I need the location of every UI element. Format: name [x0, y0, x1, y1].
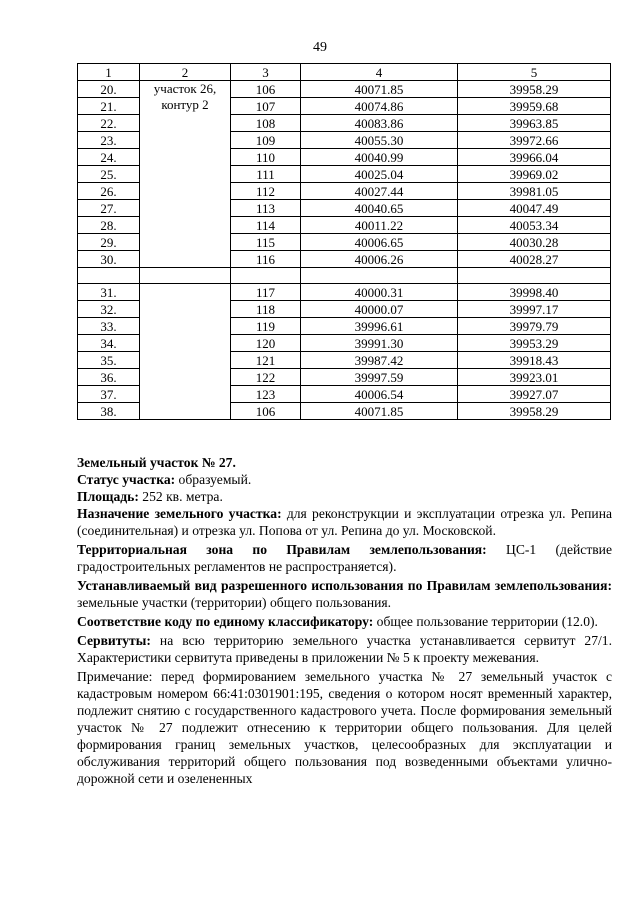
area-value: 252 кв. метра.	[138, 489, 223, 504]
y-coordinate-cell: 39997.17	[458, 301, 611, 318]
point-number-cell: 115	[231, 234, 301, 251]
x-coordinate-cell: 40025.04	[301, 166, 458, 183]
section-title: Земельный участок № 27.	[77, 455, 236, 470]
row-number-cell: 35.	[78, 352, 140, 369]
y-coordinate-cell: 39979.79	[458, 318, 611, 335]
parcel-description	[77, 454, 612, 787]
row-number-cell: 24.	[78, 149, 140, 166]
row-number-cell: 37.	[78, 386, 140, 403]
purpose-value: для реконструкции и эксплуатации отрезка ул. Репина (соединительная) и отрезка ул. Попова от ул. Репина до ул. Московской.	[77, 506, 612, 538]
row-number-cell: 28.	[78, 217, 140, 234]
point-number-cell: 114	[231, 217, 301, 234]
point-number-cell: 118	[231, 301, 301, 318]
row-number-cell: 38.	[78, 403, 140, 420]
point-number-cell: 110	[231, 149, 301, 166]
header-cell-4: 4	[301, 64, 458, 81]
row-number-cell: 30.	[78, 251, 140, 268]
point-number-cell: 108	[231, 115, 301, 132]
header-cell-3: 3	[231, 64, 301, 81]
y-coordinate-cell: 39966.04	[458, 149, 611, 166]
parcel-label-line: контур 2	[161, 97, 209, 112]
y-coordinate-cell: 39972.66	[458, 132, 611, 149]
point-number-cell: 122	[231, 369, 301, 386]
x-coordinate-cell: 40000.31	[301, 284, 458, 301]
y-coordinate-cell: 39958.29	[458, 81, 611, 98]
row-number-cell: 34.	[78, 335, 140, 352]
point-number-cell: 106	[231, 403, 301, 420]
servitude-label: Сервитуты:	[77, 633, 151, 648]
y-coordinate-cell: 39981.05	[458, 183, 611, 200]
row-number-cell: 27.	[78, 200, 140, 217]
row-number-cell: 36.	[78, 369, 140, 386]
x-coordinate-cell: 39997.59	[301, 369, 458, 386]
point-number-cell: 123	[231, 386, 301, 403]
y-coordinate-cell: 40030.28	[458, 234, 611, 251]
x-coordinate-cell: 40071.85	[301, 403, 458, 420]
y-coordinate-cell: 39998.40	[458, 284, 611, 301]
y-coordinate-cell: 40053.34	[458, 217, 611, 234]
point-number-cell: 107	[231, 98, 301, 115]
x-coordinate-cell: 39996.61	[301, 318, 458, 335]
row-number-cell: 21.	[78, 98, 140, 115]
spacer-cell	[78, 268, 140, 284]
code-label: Соответствие коду по единому классификатору:	[77, 614, 374, 629]
x-coordinate-cell: 40055.30	[301, 132, 458, 149]
y-coordinate-cell: 39927.07	[458, 386, 611, 403]
table-row	[78, 81, 611, 98]
purpose-label: Назначение земельного участка:	[77, 506, 282, 521]
page-number: 49	[313, 40, 327, 55]
spacer-cell	[231, 268, 301, 284]
x-coordinate-cell: 39991.30	[301, 335, 458, 352]
use-label: Устанавливаемый вид разрешенного использования по Правилам землепользования:	[77, 578, 612, 593]
x-coordinate-cell: 40074.86	[301, 98, 458, 115]
parcel-label-cell	[140, 284, 231, 420]
header-cell-1: 1	[78, 64, 140, 81]
zone-label: Территориальная зона по Правилам землепользования:	[77, 542, 487, 557]
status-value: образуемый.	[175, 472, 252, 487]
point-number-cell: 106	[231, 81, 301, 98]
y-coordinate-cell: 39923.01	[458, 369, 611, 386]
row-number-cell: 29.	[78, 234, 140, 251]
point-number-cell: 112	[231, 183, 301, 200]
x-coordinate-cell: 40040.99	[301, 149, 458, 166]
row-number-cell: 20.	[78, 81, 140, 98]
point-number-cell: 109	[231, 132, 301, 149]
x-coordinate-cell: 40006.54	[301, 386, 458, 403]
spacer-cell	[140, 268, 231, 284]
header-cell-2: 2	[140, 64, 231, 81]
zone-value: ЦС-1 (действие градостроительных регламентов не распространяется).	[77, 542, 612, 574]
y-coordinate-cell: 39953.29	[458, 335, 611, 352]
point-number-cell: 121	[231, 352, 301, 369]
point-number-cell: 116	[231, 251, 301, 268]
note-paragraph: Примечание: перед формированием земельного участка № 27 земельный участок с кадастровым номером 66:41:0301901:195, сведения о котором носят временный характер, подлежит снятию с государственного кадастрового учета. После формирования земельный участок № 27 подлежит отнесению к территории общего пользования. Для целей формирования границ земельных участков, целесообразных для эксплуатации и обслуживания территорий общего пользования под возведенными объектами улично-дорожной сети и озелененных	[77, 669, 612, 786]
y-coordinate-cell: 39959.68	[458, 98, 611, 115]
x-coordinate-cell: 40000.07	[301, 301, 458, 318]
spacer-cell	[301, 268, 458, 284]
row-number-cell: 23.	[78, 132, 140, 149]
servitude-value: на всю территорию земельного участка устанавливается сервитут 27/1. Характеристики сервитута приведены в приложении № 5 к проекту межевания.	[77, 633, 612, 665]
y-coordinate-cell: 39963.85	[458, 115, 611, 132]
x-coordinate-cell: 40083.86	[301, 115, 458, 132]
parcel-label-line: участок 26,	[153, 81, 217, 96]
x-coordinate-cell: 40011.22	[301, 217, 458, 234]
row-number-cell: 33.	[78, 318, 140, 335]
x-coordinate-cell: 40006.26	[301, 251, 458, 268]
area-label: Площадь:	[77, 489, 139, 504]
spacer-cell	[458, 268, 611, 284]
code-value: общее пользование территории (12.0).	[373, 614, 598, 629]
use-value: земельные участки (территории) общего пользования.	[77, 595, 392, 610]
row-number-cell: 26.	[78, 183, 140, 200]
y-coordinate-cell: 40028.27	[458, 251, 611, 268]
coordinates-table	[77, 63, 611, 420]
row-number-cell: 25.	[78, 166, 140, 183]
table-row	[78, 284, 611, 301]
table-header-row	[78, 64, 611, 81]
x-coordinate-cell: 40027.44	[301, 183, 458, 200]
row-number-cell: 31.	[78, 284, 140, 301]
status-label: Статус участка:	[77, 472, 176, 487]
point-number-cell: 111	[231, 166, 301, 183]
point-number-cell: 119	[231, 318, 301, 335]
header-cell-5: 5	[458, 64, 611, 81]
y-coordinate-cell: 39918.43	[458, 352, 611, 369]
y-coordinate-cell: 39958.29	[458, 403, 611, 420]
row-number-cell: 32.	[78, 301, 140, 318]
point-number-cell: 113	[231, 200, 301, 217]
x-coordinate-cell: 39987.42	[301, 352, 458, 369]
table-spacer-row	[78, 268, 611, 284]
x-coordinate-cell: 40040.65	[301, 200, 458, 217]
x-coordinate-cell: 40071.85	[301, 81, 458, 98]
y-coordinate-cell: 39969.02	[458, 166, 611, 183]
point-number-cell: 117	[231, 284, 301, 301]
parcel-label-cell	[140, 81, 231, 268]
y-coordinate-cell: 40047.49	[458, 200, 611, 217]
x-coordinate-cell: 40006.65	[301, 234, 458, 251]
row-number-cell: 22.	[78, 115, 140, 132]
point-number-cell: 120	[231, 335, 301, 352]
